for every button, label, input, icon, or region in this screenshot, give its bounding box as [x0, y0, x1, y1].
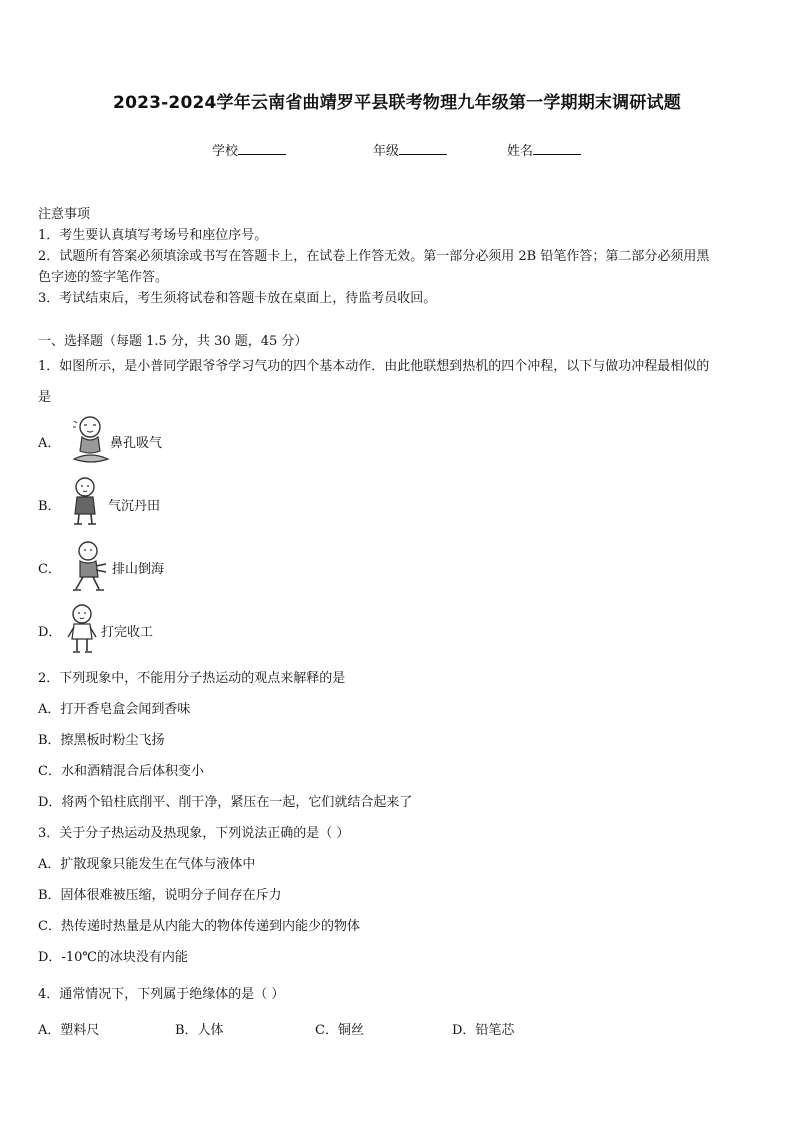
q1-option-c-text: 排山倒海: [112, 562, 165, 577]
name-field: [507, 140, 581, 159]
q1-option-a-letter: A．: [38, 436, 61, 451]
grade-label: 年级: [373, 144, 400, 159]
name-blank: [533, 142, 581, 155]
q3-option-a: A．扩散现象只能发生在气体与液体中: [38, 857, 256, 872]
notice-item: 1．考生要认真填写考场号和座位序号。: [38, 228, 268, 243]
question-3-stem: 3．关于分子热运动及热现象，下列说法正确的是（ ）: [38, 826, 350, 841]
question-1-stem: 1．如图所示，是小普同学跟爷爷学习气功的四个基本动作．由此他联想到热机的四个冲程，以下与做功冲程最相似的: [38, 359, 710, 374]
q1-option-b-text: 气沉丹田: [108, 499, 161, 514]
question-2-stem: 2．下列现象中，不能用分子热运动的观点来解释的是: [38, 671, 346, 686]
school-label: 学校: [212, 144, 239, 159]
question-4-stem: 4．通常情况下，下列属于绝缘体的是（ ）: [38, 987, 285, 1002]
q1-option-a-text: 鼻孔吸气: [110, 436, 163, 451]
notice-heading: 注意事项: [38, 207, 91, 222]
q1-option-d-text: 打完收工: [101, 625, 154, 640]
section-heading: 一、选择题（每题 1.5 分，共 30 题，45 分）: [38, 334, 308, 349]
question-1-stem-cont: 是: [38, 390, 52, 405]
q4-option-b: B．人体: [175, 1023, 224, 1038]
page-title: 2023-2024学年云南省曲靖罗平县联考物理九年级第一学期期末调研试题: [113, 93, 681, 113]
q1-option-d-letter: D．: [38, 625, 62, 640]
q3-option-b: B．固体很难被压缩，说明分子间存在斥力: [38, 888, 282, 903]
q4-option-d: D．铅笔芯: [452, 1023, 515, 1038]
q3-option-c: C．热传递时热量是从内能大的物体传递到内能少的物体: [38, 919, 360, 934]
resting-figure-icon: [64, 603, 100, 655]
school-blank: [238, 142, 286, 155]
standing-figure-icon: [68, 476, 102, 526]
q4-option-c: C．铜丝: [315, 1023, 364, 1038]
notice-item: 3．考试结束后，考生须将试卷和答题卡放在桌面上，待监考员收回。: [38, 291, 437, 306]
q1-option-b-letter: B．: [38, 499, 61, 514]
q2-option-d: D．将两个铅柱底削平、削干净，紧压在一起，它们就结合起来了: [38, 795, 413, 810]
q4-option-a: A．塑料尺: [38, 1023, 100, 1038]
name-label: 姓名: [507, 144, 534, 159]
q3-option-d: D．-10℃的冰块没有内能: [38, 950, 188, 965]
q2-option-c: C．水和酒精混合后体积变小: [38, 764, 204, 779]
q1-option-c-letter: C．: [38, 562, 61, 577]
notice-item: 色字迹的签字笔作答。: [38, 270, 169, 285]
q2-option-b: B．擦黑板时粉尘飞扬: [38, 733, 165, 748]
grade-field: [373, 140, 447, 159]
grade-blank: [399, 142, 447, 155]
q2-option-a: A．打开香皂盒会闻到香味: [38, 702, 191, 717]
notice-item: 2．试题所有答案必须填涂或书写在答题卡上，在试卷上作答无效。第一部分必须用 2B 铅笔作答；第二部分必须用黑: [38, 249, 710, 264]
pushing-figure-icon: [72, 540, 110, 594]
meditating-figure-icon: [72, 415, 110, 465]
school-field: [212, 140, 286, 159]
